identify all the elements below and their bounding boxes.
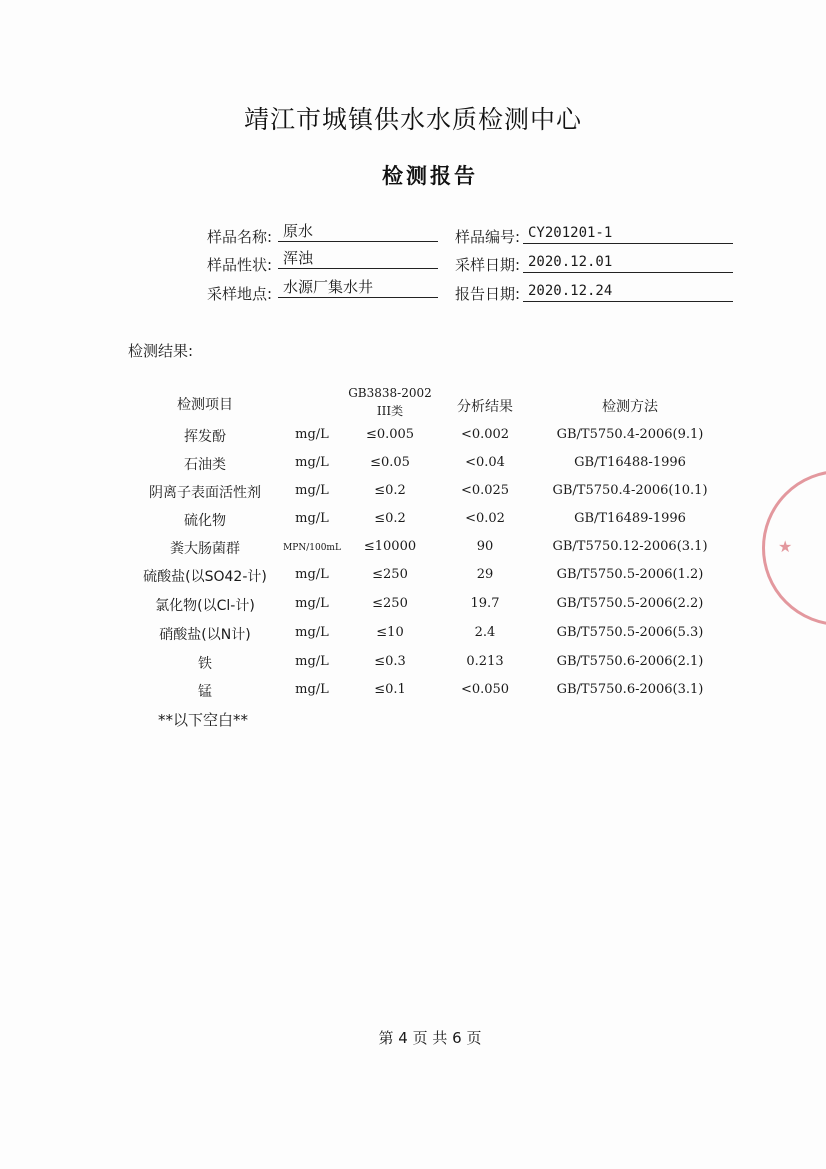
table-row-method: GB/T5750.4-2006(9.1)	[556, 427, 704, 442]
organization-name: 靖江市城镇供水水质检测中心	[243, 105, 582, 134]
table-row-item: 氯化物(以Cl-计)	[155, 598, 255, 614]
table-row-result: <0.04	[465, 455, 505, 470]
table-row-limit: ≤250	[372, 567, 408, 582]
end-of-content-note: **以下空白**	[158, 711, 249, 729]
header-result: 分析结果	[457, 399, 513, 415]
table-row-result: 29	[476, 567, 494, 582]
table-row-method: GB/T5750.5-2006(1.2)	[556, 567, 704, 582]
sample-property-value: 浑浊	[278, 248, 438, 269]
table-row-method: GB/T5750.6-2006(3.1)	[556, 682, 704, 697]
table-row-method: GB/T5750.12-2006(3.1)	[552, 539, 708, 554]
table-row-result: 2.4	[474, 625, 496, 640]
sampling-location-value: 水源厂集水井	[278, 277, 438, 298]
header-standard-line2: III类	[376, 404, 404, 418]
table-row-unit: mg/L	[295, 483, 329, 498]
table-row-item: 铁	[198, 656, 212, 672]
table-row-limit: ≤0.05	[370, 455, 410, 470]
sample-name-value: 原水	[278, 221, 438, 242]
sample-number-value: CY201201-1	[523, 223, 733, 244]
table-row-method: GB/T5750.5-2006(2.2)	[556, 596, 704, 611]
table-row-limit: ≤250	[372, 596, 408, 611]
table-row-method: GB/T16488-1996	[574, 455, 686, 470]
table-row-item: 硝酸盐(以N计)	[159, 627, 251, 643]
table-row-method: GB/T5750.5-2006(5.3)	[556, 625, 704, 640]
sampling-date-value: 2020.12.01	[523, 252, 733, 273]
header-method: 检测方法	[602, 399, 658, 415]
report-date-value: 2020.12.24	[523, 281, 733, 302]
header-standard-line1: GB3838-2002	[348, 386, 432, 400]
table-row-unit: mg/L	[295, 596, 329, 611]
table-row-unit: MPN/100mL	[283, 543, 341, 553]
sample-name-label: 样品名称:	[206, 228, 272, 246]
sample-number-label: 样品编号:	[454, 228, 520, 246]
table-row-method: GB/T16489-1996	[574, 511, 686, 526]
seal-star-icon: ★	[778, 537, 793, 556]
page-number: 第 4 页 共 6 页	[378, 1029, 482, 1047]
table-row-result: 19.7	[470, 596, 500, 611]
table-row-unit: mg/L	[295, 511, 329, 526]
table-row-limit: ≤0.2	[374, 483, 406, 498]
table-row-result: 0.213	[466, 654, 504, 669]
table-row-method: GB/T5750.4-2006(10.1)	[552, 483, 708, 498]
report-title: 检测报告	[382, 164, 478, 188]
table-row-unit: mg/L	[295, 682, 329, 697]
table-row-item: 阴离子表面活性剂	[149, 485, 261, 501]
table-row-limit: ≤0.2	[374, 511, 406, 526]
table-row-limit: ≤10	[376, 625, 404, 640]
results-intro: 检测结果:	[128, 342, 194, 360]
table-row-result: <0.002	[460, 427, 510, 442]
table-row-result: 90	[476, 539, 494, 554]
table-row-result: <0.025	[460, 483, 510, 498]
table-row-unit: mg/L	[295, 625, 329, 640]
table-row-unit: mg/L	[295, 427, 329, 442]
sampling-location-label: 采样地点:	[206, 285, 272, 303]
sample-property-label: 样品性状:	[206, 256, 272, 274]
table-row-result: <0.02	[465, 511, 505, 526]
table-row-unit: mg/L	[295, 567, 329, 582]
table-row-limit: ≤0.3	[374, 654, 406, 669]
table-row-item: 锰	[198, 684, 212, 700]
official-seal-stamp	[762, 470, 826, 626]
table-row-unit: mg/L	[295, 455, 329, 470]
table-row-limit: ≤10000	[363, 539, 417, 554]
sampling-date-label: 采样日期:	[454, 256, 520, 274]
table-row-limit: ≤0.1	[374, 682, 406, 697]
table-row-method: GB/T5750.6-2006(2.1)	[556, 654, 704, 669]
table-row-unit: mg/L	[295, 654, 329, 669]
report-date-label: 报告日期:	[454, 285, 520, 303]
table-row-result: <0.050	[460, 682, 510, 697]
table-row-item: 挥发酚	[184, 429, 226, 445]
table-row-item: 粪大肠菌群	[170, 541, 240, 557]
table-row-item: 石油类	[184, 457, 226, 473]
table-row-limit: ≤0.005	[365, 427, 415, 442]
table-row-item: 硫化物	[184, 513, 226, 529]
table-row-item: 硫酸盐(以SO42-计)	[143, 569, 267, 585]
header-item: 检测项目	[177, 397, 233, 413]
